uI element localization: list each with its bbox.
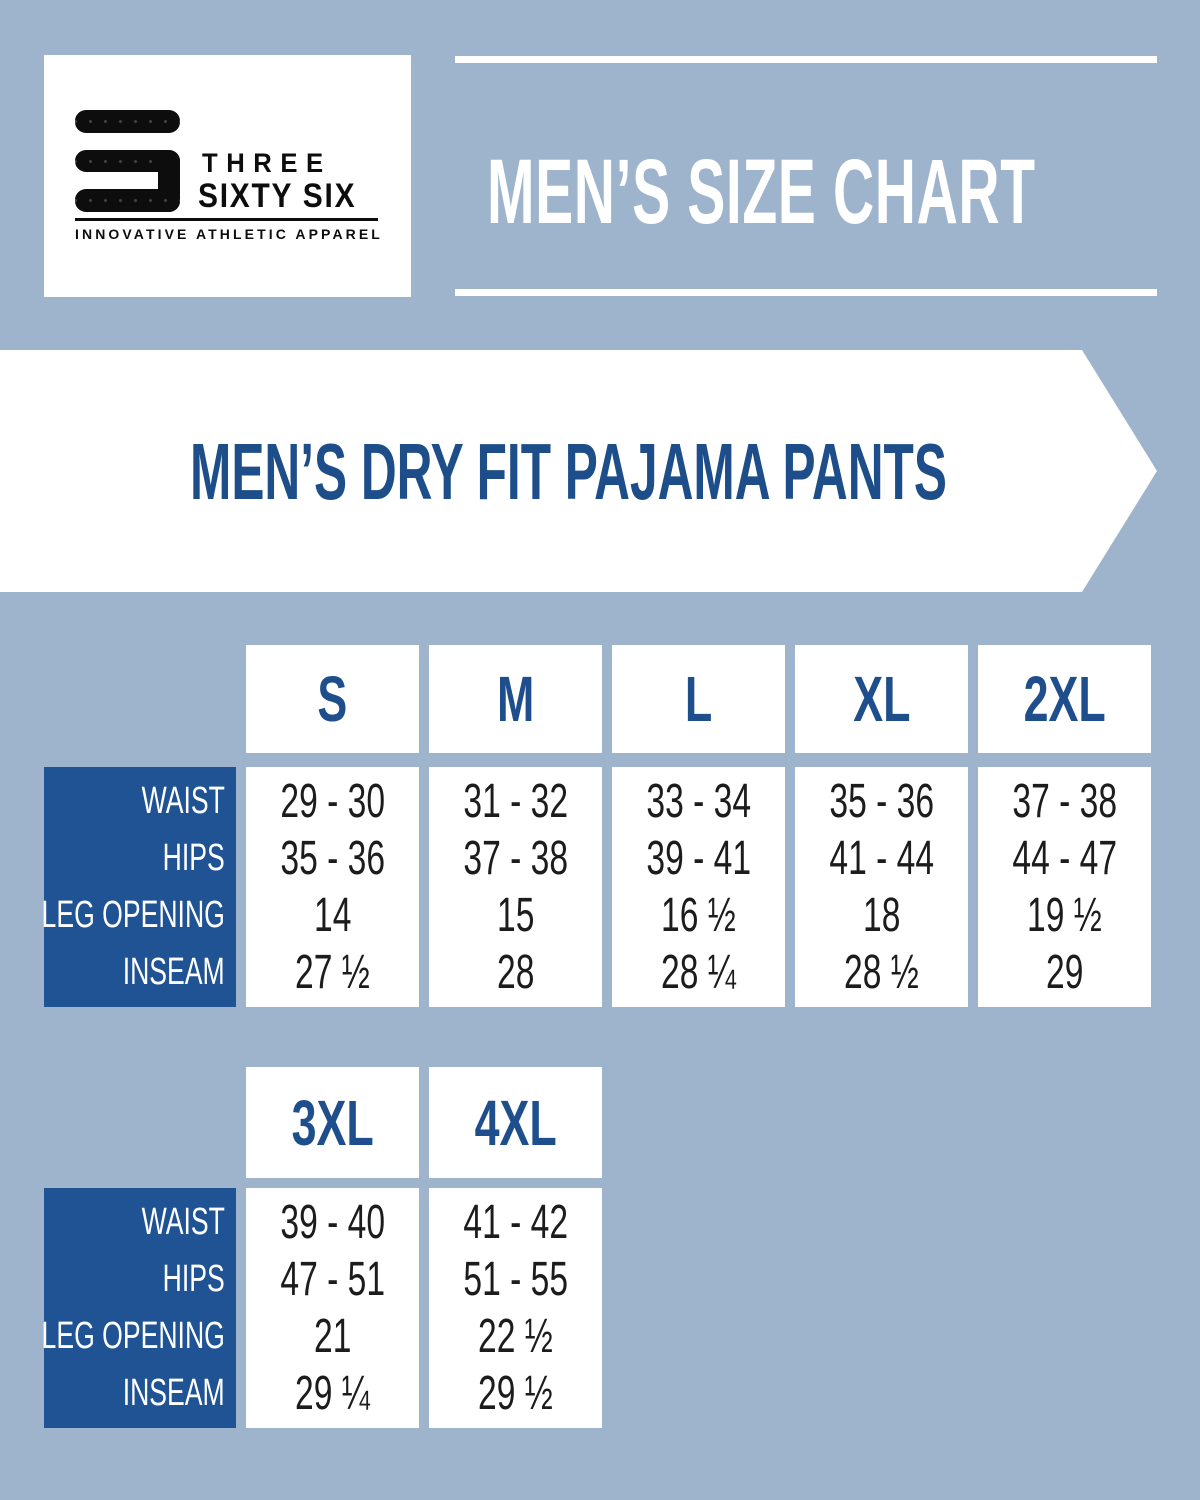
row-label-waist: WAIST — [141, 780, 225, 822]
value-4xl-hips: 51 - 55 — [463, 1253, 568, 1306]
value-xl-inseam: 28 ½ — [844, 946, 919, 999]
value-2xl-inseam: 29 — [1045, 946, 1084, 999]
page-title: MEN’S SIZE CHART — [487, 141, 1036, 243]
row-label-hips: HIPS — [162, 837, 225, 879]
size-header-2xl: 2XL — [978, 645, 1151, 753]
value-l-leg-opening: 16 ½ — [661, 889, 736, 942]
row-label-inseam: INSEAM — [123, 1372, 225, 1414]
size-header-l: L — [612, 645, 785, 753]
value-3xl-leg-opening: 21 — [313, 1310, 352, 1363]
size-header-s: S — [246, 645, 419, 753]
row-label-leg-opening: LEG OPENING — [41, 1315, 225, 1357]
value-l-hips: 39 - 41 — [646, 832, 751, 885]
product-title: MEN’S DRY FIT PAJAMA PANTS — [190, 427, 947, 516]
brand-logo-card — [44, 55, 411, 297]
header-spacer — [44, 1067, 236, 1178]
row-label-waist: WAIST — [141, 1201, 225, 1243]
brand-tagline: INNOVATIVE ATHLETIC APPAREL — [75, 226, 383, 242]
monogram-bar-bottom — [75, 189, 180, 212]
size-column-l — [612, 767, 785, 1007]
row-label-hips: HIPS — [162, 1258, 225, 1300]
value-s-inseam: 27 ½ — [295, 946, 370, 999]
value-l-waist: 33 - 34 — [646, 775, 751, 828]
size-column-2xl — [978, 767, 1151, 1007]
value-4xl-leg-opening: 22 ½ — [478, 1310, 553, 1363]
value-m-hips: 37 - 38 — [463, 832, 568, 885]
value-m-leg-opening: 15 — [496, 889, 535, 942]
value-s-leg-opening: 14 — [313, 889, 352, 942]
size-column-4xl — [429, 1188, 602, 1428]
measurement-label-box-2 — [41, 1188, 236, 1428]
row-label-inseam: INSEAM — [123, 951, 225, 993]
size-column-s — [246, 767, 419, 1007]
size-column-m — [429, 767, 602, 1007]
size-table-1-header-row — [44, 645, 1151, 753]
value-xl-waist: 35 - 36 — [829, 775, 934, 828]
value-l-inseam: 28 ¼ — [661, 946, 736, 999]
size-header-m: M — [429, 645, 602, 753]
value-m-inseam: 28 — [496, 946, 535, 999]
monogram-bar-top — [75, 110, 180, 133]
value-3xl-waist: 39 - 40 — [280, 1196, 385, 1249]
logo-divider — [75, 218, 378, 221]
value-2xl-leg-opening: 19 ½ — [1027, 889, 1102, 942]
size-header-4xl: 4XL — [429, 1067, 602, 1178]
value-m-waist: 31 - 32 — [463, 775, 568, 828]
value-2xl-waist: 37 - 38 — [1012, 775, 1117, 828]
brand-name-bottom: SIXTY SIX — [198, 177, 357, 215]
value-4xl-inseam: 29 ½ — [478, 1367, 553, 1420]
header-spacer — [44, 645, 236, 753]
size-table-1-body — [41, 767, 1151, 1007]
size-column-3xl — [246, 1188, 419, 1428]
title-rule-top — [455, 56, 1157, 63]
size-table-2-header-row — [44, 1067, 602, 1178]
title-rule-bottom — [455, 289, 1157, 296]
value-xl-leg-opening: 18 — [862, 889, 901, 942]
value-2xl-hips: 44 - 47 — [1012, 832, 1117, 885]
size-table-2-body — [41, 1188, 602, 1428]
brand-name-top: THREE — [202, 148, 332, 178]
value-3xl-inseam: 29 ¼ — [295, 1367, 370, 1420]
size-header-3xl: 3XL — [246, 1067, 419, 1178]
value-xl-hips: 41 - 44 — [829, 832, 934, 885]
size-header-xl: XL — [795, 645, 968, 753]
row-label-leg-opening: LEG OPENING — [41, 894, 225, 936]
measurement-label-box-1 — [41, 767, 236, 1007]
value-s-waist: 29 - 30 — [280, 775, 385, 828]
value-s-hips: 35 - 36 — [280, 832, 385, 885]
size-column-xl — [795, 767, 968, 1007]
value-4xl-waist: 41 - 42 — [463, 1196, 568, 1249]
value-3xl-hips: 47 - 51 — [280, 1253, 385, 1306]
